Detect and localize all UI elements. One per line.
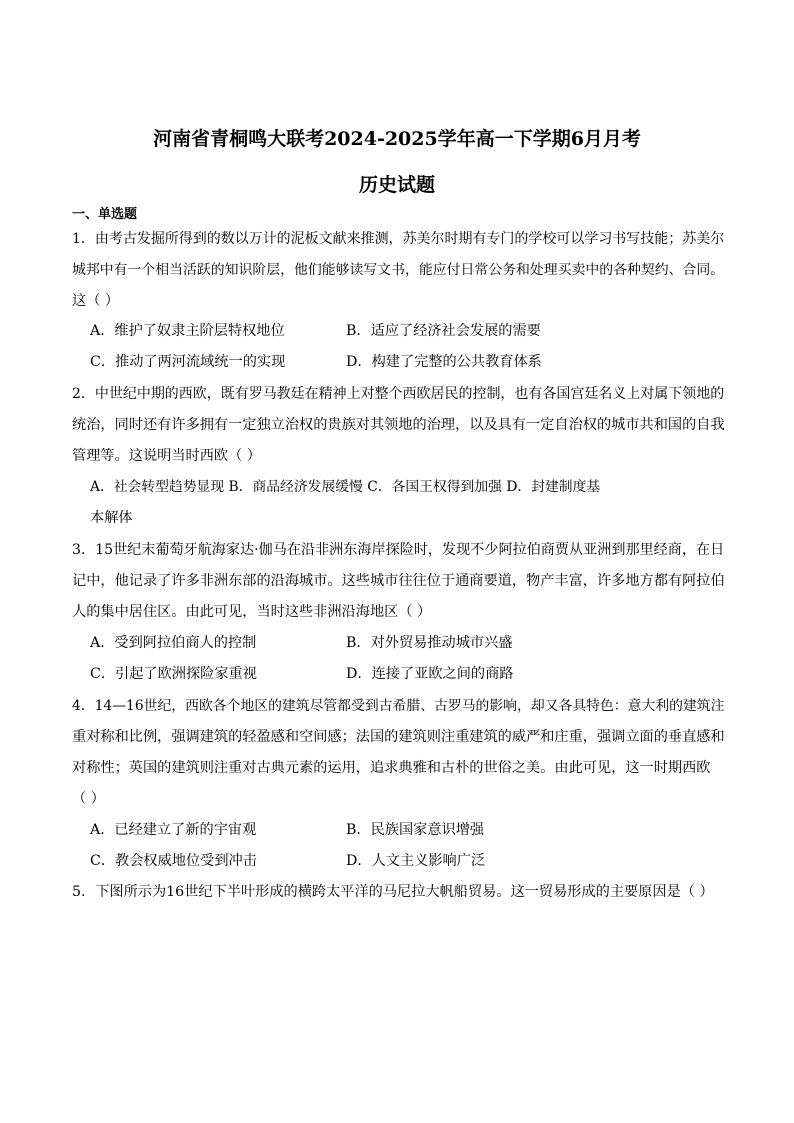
question-1-option-b[interactable]: B．适应了经济社会发展的需要: [346, 323, 541, 339]
question-1-option-a[interactable]: A．维护了奴隶主阶层特权地位: [90, 323, 285, 339]
question-1-option-d[interactable]: D．构建了完整的公共教育体系: [346, 354, 542, 370]
question-2-options[interactable]: A．社会转型趋势显现 B．商品经济发展缓慢 C．各国王权得到加强 D．封建制度基: [90, 479, 601, 495]
question-3-line-3: 人的集中居住区。由此可见，当时这些非洲沿海地区（ ）: [72, 604, 432, 620]
question-2-line-2: 统治，同时还有许多拥有一定独立治权的贵族对其领地的治理，以及具有一定自治权的城市共和国的自我: [72, 417, 725, 433]
page-subtitle: 历史试题: [358, 174, 435, 196]
question-3-option-b[interactable]: B．对外贸易推动城市兴盛: [346, 635, 513, 651]
question-2-line-3: 管理等。这说明当时西欧（ ）: [72, 448, 261, 464]
question-1-line-2: 城邦中有一个相当活跃的知识阶层，他们能够读写文书，能应付日常公务和处理买卖中的各种契约、合同。: [72, 262, 725, 278]
question-4-option-b[interactable]: B．民族国家意识增强: [346, 822, 485, 838]
question-4-line-4: （ ）: [72, 791, 105, 807]
question-4-option-d[interactable]: D．人文主义影响广泛: [346, 853, 486, 869]
question-1-option-c[interactable]: C．推动了两河流域统一的实现: [90, 354, 286, 370]
question-4-line-2: 重对称和比例，强调建筑的轻盈感和空间感；法国的建筑则注重建筑的威严和庄重，强调立面的垂直感和: [72, 729, 725, 745]
question-4-line-3: 对称性；英国的建筑则注重对古典元素的运用，追求典雅和古朴的世俗之美。由此可见，这一时期西欧: [72, 760, 711, 776]
page-title: 河南省青桐鸣大联考2024-2025学年高一下学期6月月考: [153, 128, 641, 150]
question-2-line-1: 2．中世纪中期的西欧，既有罗马教廷在精神上对整个西欧居民的控制，也有各国宫廷名义上对属下领地的: [72, 386, 725, 402]
section-heading: 一、单选题: [72, 207, 138, 222]
question-3-option-c[interactable]: C．引起了欧洲探险家重视: [90, 666, 257, 682]
question-4-option-c[interactable]: C．教会权威地位受到冲击: [90, 853, 257, 869]
question-2-options-wrap: 本解体: [90, 510, 133, 526]
question-1-line-1: 1．由考古发掘所得到的数以万计的泥板文献来推测，苏美尔时期有专门的学校可以学习书写技能；苏美尔: [72, 231, 725, 247]
question-5-line-1: 5．下图所示为16世纪下半叶形成的横跨太平洋的马尼拉大帆船贸易。这一贸易形成的主要原因是（ ）: [72, 884, 714, 900]
question-3-option-d[interactable]: D．连接了亚欧之间的商路: [346, 666, 514, 682]
question-3-line-2: 记中，他记录了许多非洲东部的沿海城市。这些城市往往位于通商要道，物产丰富，许多地方都有阿拉伯: [72, 573, 725, 589]
question-4-line-1: 4．14—16世纪，西欧各个地区的建筑尽管都受到古希腊、古罗马的影响，却又各具特色：意大利的建筑注: [72, 698, 725, 714]
question-3-option-a[interactable]: A．受到阿拉伯商人的控制: [90, 635, 257, 651]
question-1-line-3: 这（ ）: [72, 293, 120, 309]
question-3-line-1: 3．15世纪末葡萄牙航海家达·伽马在沿非洲东海岸探险时，发现不少阿拉伯商贾从亚洲到那里经商，在日: [72, 542, 725, 558]
question-4-option-a[interactable]: A．已经建立了新的宇宙观: [90, 822, 257, 838]
